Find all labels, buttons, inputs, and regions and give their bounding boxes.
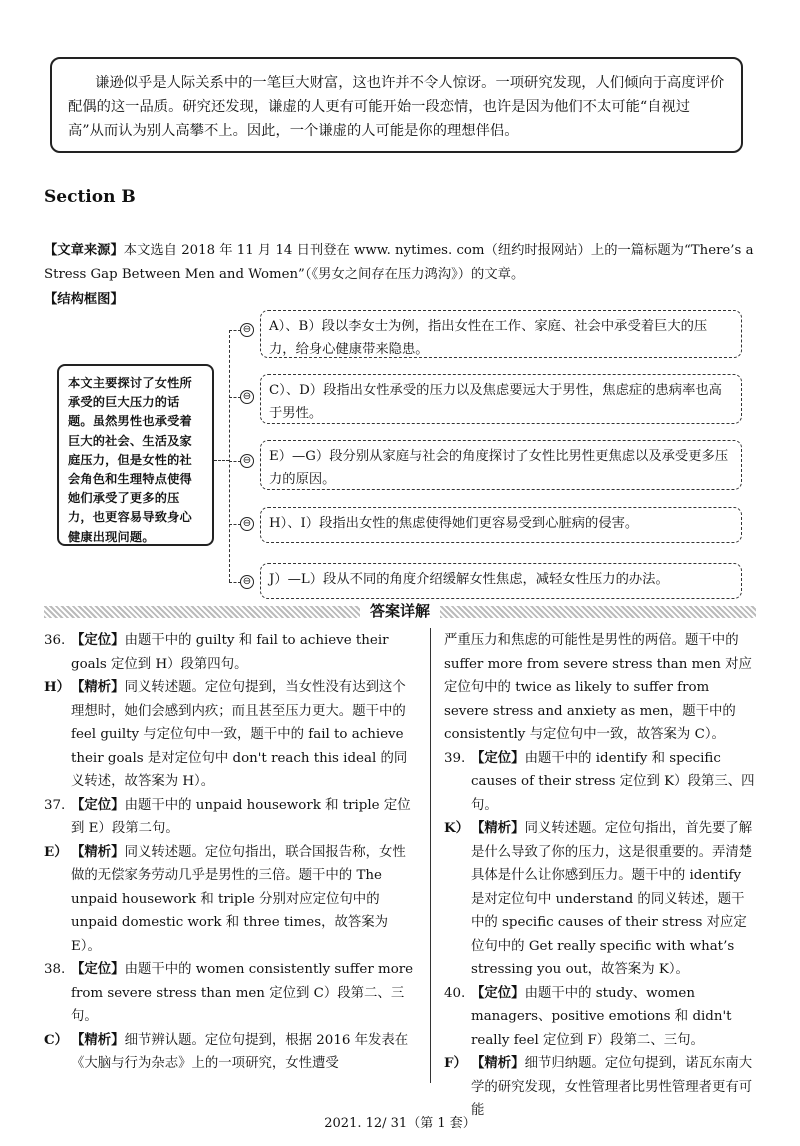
analysis-text: 细节归纳题。定位句提到，诺瓦东南大学的研究发现，女性管理者比男性管理者更有可能 xyxy=(471,1056,753,1118)
circle-bullet-icon: ⊖ xyxy=(240,390,254,404)
locate-tag: 【定位】 xyxy=(471,749,525,766)
source-text: 本文选自 2018 年 11 月 14 日刊登在 www. nytimes. com（纽约时报网站）上的一篇标题为“There’s a Stress Gap Between Men and Women”（《男女之间存在压力鸿沟》）的文章。 xyxy=(44,243,754,282)
locate-text: 由题干中的 identify 和 specific causes of their stress 定位到 K）段第三、四句。 xyxy=(471,750,755,813)
answer-item xyxy=(444,982,756,1053)
analysis-text: 同义转述题。定位句提到，当女性没有达到这个理想时，她们会感到内疚；而且甚至压力更大。题干中的 feel guilty 与定位句中一致，题干中的 fail to achieve their goals 是对定位句中 don't reach this ideal 的同义转述，故答案为 H）。 xyxy=(71,680,408,789)
circle-bullet-icon: ⊖ xyxy=(240,517,254,531)
circle-bullet-icon: ⊖ xyxy=(240,575,254,589)
source-label: 【文章来源】 xyxy=(44,243,124,258)
locate-tag: 【定位】 xyxy=(71,961,125,977)
connector-line xyxy=(214,460,229,461)
structure-branch-2: C）、D）段指出女性承受的压力以及焦虑要远大于男性，焦虑症的患病率也高于男性。 xyxy=(260,374,742,424)
analysis-tag: 【精析】 xyxy=(71,1031,125,1048)
answer-item xyxy=(444,629,756,747)
structure-branch-4: H）、I）段指出女性的焦虑使得她们更容易受到心脏病的侵害。 xyxy=(260,507,742,543)
structure-summary: 本文主要探讨了女性所承受的巨大压力的话题。虽然男性也承受着巨大的社会、生活及家庭压力，但是女性的社会角色和生理特点使得她们承受了更多的压力，也更容易导致身心健康出现问题。 xyxy=(57,364,214,546)
question-number: 36. xyxy=(44,633,66,648)
locate-text: 由题干中的 unpaid housework 和 triple 定位到 E）段第二句。 xyxy=(71,797,411,836)
question-number: 39. xyxy=(444,750,466,766)
answer-item xyxy=(44,629,416,676)
answers-title: 答案详解 xyxy=(369,602,430,620)
analysis-text: 同义转述题。定位句指出，首先要了解是什么导致了你的压力，这是很重要的。弄清楚具体是什么让你感到压力。题干中的 identify 是对定位句中 understand 的同义转述，题干中的 specific causes of their stress 对应定位句中的 Get really specific with what’s stressing you out，故答案为 K）。 xyxy=(471,821,753,977)
summary-box xyxy=(50,57,743,153)
locate-tag: 【定位】 xyxy=(471,984,525,1001)
summary-box-text: 谦逊似乎是人际关系中的一笔巨大财富，这也许并不令人惊讶。一项研究发现，人们倾向于高度评价配偶的这一品质。研究还发现，谦虚的人更有可能开始一段恋情，也许是因为他们不太可能“自视过高”从而认为别人高攀不上。因此，一个谦虚的人可能是你的理想伴侣。 xyxy=(68,75,725,139)
analysis-text: 细节辨认题。定位句提到，根据 2016 年发表在《大脑与行为杂志》上的一项研究，女性遭受 xyxy=(71,1032,409,1071)
question-number: 40. xyxy=(444,985,466,1001)
structure-branch-1: A）、B）段以李女士为例，指出女性在工作、家庭、社会中承受着巨大的压力，给身心健康带来隐患。 xyxy=(260,310,742,358)
answer-letter: H） xyxy=(44,679,71,695)
answer-item xyxy=(444,747,756,818)
answer-letter: F） xyxy=(444,1055,467,1071)
article-source xyxy=(44,239,758,287)
locate-tag: 【定位】 xyxy=(71,796,125,813)
answer-letter: C） xyxy=(44,1031,69,1048)
analysis-tag: 【精析】 xyxy=(471,1055,525,1071)
page-footer: 2021. 12/ 31（第 1 套） xyxy=(324,1116,476,1131)
analysis-text-continued: 严重压力和焦虑的可能性是男性的两倍。题干中的 suffer more from severe stress than men 对应定位句中的 twice as likely to suffer from severe stress and anxiety as men，题干中的 consistently 与定位句中一致，故答案为 C）。 xyxy=(444,633,752,742)
header-hatch-left xyxy=(44,606,360,618)
question-number: 37. xyxy=(44,797,66,813)
answers-left-column xyxy=(44,629,416,1076)
answer-item xyxy=(44,794,416,841)
structure-label: 【结构框图】 xyxy=(44,292,124,307)
analysis-tag: 【精析】 xyxy=(71,843,125,860)
answers-right-column xyxy=(444,629,756,1123)
analysis-text: 同义转述题。定位句指出，联合国报告称，女性做的无偿家务劳动几乎是男性的三倍。题干中的 The unpaid housework 和 triple 分别对应定位句中的 unpaid domestic work 和 three times，故答案为 E）。 xyxy=(71,844,406,954)
answer-letter: E） xyxy=(44,843,68,860)
analysis-tag: 【精析】 xyxy=(71,679,125,695)
connector-trunk xyxy=(229,330,230,582)
section-title: Section B xyxy=(44,187,136,207)
structure-branch-3: E）—G）段分别从家庭与社会的角度探讨了女性比男性更焦虑以及承受更多压力的原因。 xyxy=(260,440,742,490)
locate-text: 由题干中的 guilty 和 fail to achieve their goals 定位到 H）段第四句。 xyxy=(71,633,389,672)
locate-tag: 【定位】 xyxy=(71,632,125,648)
answer-item xyxy=(444,817,756,982)
analysis-tag: 【精析】 xyxy=(471,820,525,836)
question-number: 38. xyxy=(44,962,66,977)
answer-item xyxy=(44,676,416,794)
locate-text: 由题干中的 study、women managers、positive emotions 和 didn't really feel 定位到 F）段第二、三句。 xyxy=(471,985,732,1048)
answer-item xyxy=(44,1029,416,1076)
answer-letter: K） xyxy=(444,820,470,836)
answer-item xyxy=(44,958,416,1029)
circle-bullet-icon: ⊖ xyxy=(240,454,254,468)
circle-bullet-icon: ⊖ xyxy=(240,323,254,337)
header-hatch-right xyxy=(440,606,756,618)
column-divider xyxy=(430,628,431,1083)
locate-text: 由题干中的 women consistently suffer more from severe stress than men 定位到 C）段第二、三句。 xyxy=(71,962,414,1024)
structure-branch-5: J）—L）段从不同的角度介绍缓解女性焦虑，减轻女性压力的办法。 xyxy=(260,563,742,599)
answer-item xyxy=(44,841,416,959)
